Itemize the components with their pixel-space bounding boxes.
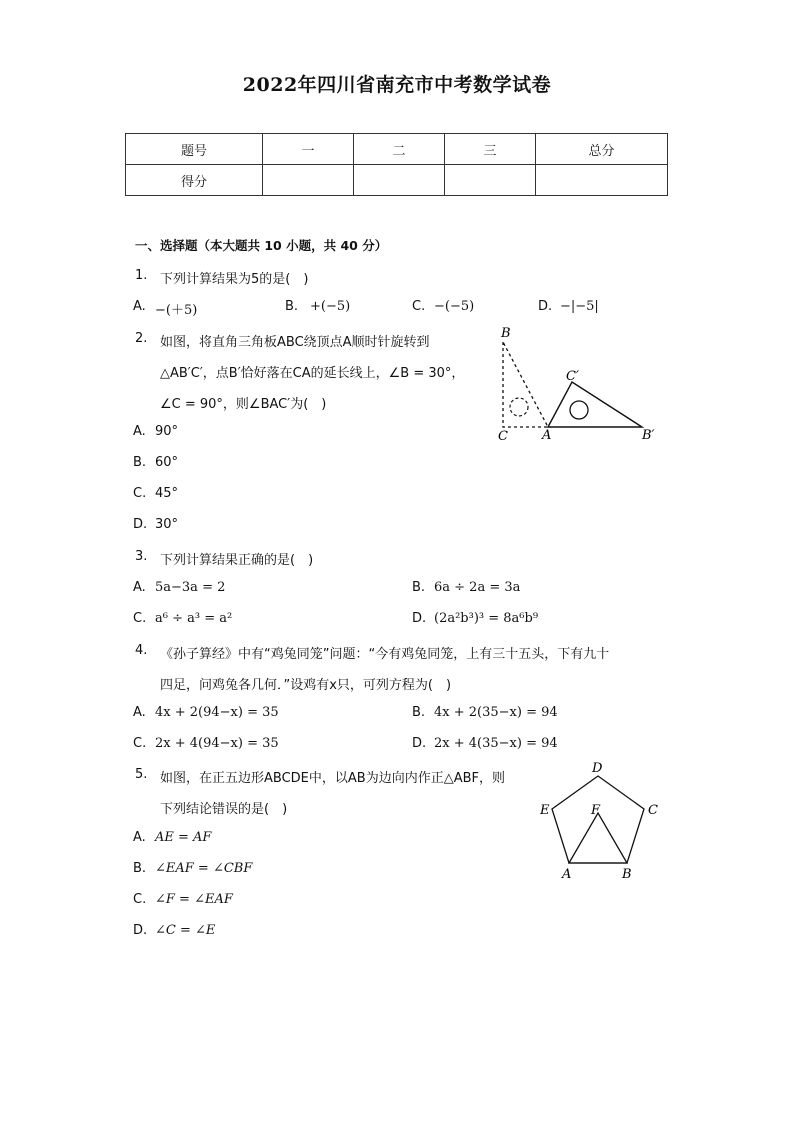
- option-text: 2x + 4(35−x) = 94: [434, 736, 558, 751]
- pentagon-figure: [535, 758, 665, 888]
- score-header-cell: 一: [263, 134, 354, 165]
- score-cell: [536, 165, 668, 196]
- exam-title: 2022年四川省南充市中考数学试卷: [242, 74, 552, 96]
- section-heading: 一、选择题（本大题共 10 小题，共 40 分）: [135, 238, 388, 253]
- option-text: 4x + 2(94−x) = 35: [155, 705, 279, 720]
- solid-circle: [570, 401, 588, 419]
- score-cell: [354, 165, 445, 196]
- option-text: (2a²b³)³ = 8a⁶b⁹: [434, 611, 539, 626]
- triangle-rotation-figure: [490, 322, 670, 447]
- option-text: 4x + 2(35−x) = 94: [434, 705, 558, 720]
- point-label-a: A: [562, 867, 572, 882]
- point-label-d: D: [592, 761, 603, 776]
- option-label: B.: [133, 861, 147, 876]
- question-stem: △AB′C′，点B′恰好落在CA的延长线上，∠B = 30°，: [160, 366, 465, 381]
- question-stem: 如图，将直角三角板ABC绕顶点A顺时针旋转到: [160, 335, 430, 350]
- original-triangle-abc: [503, 342, 548, 427]
- score-cell: [445, 165, 536, 196]
- question-stem: 下列计算结果正确的是( ): [160, 553, 314, 568]
- option-label: C.: [133, 486, 147, 501]
- point-label-b: B: [622, 867, 632, 882]
- option-text: 5a−3a = 2: [155, 580, 226, 595]
- option-label: A.: [133, 580, 146, 595]
- option-label: A.: [133, 705, 146, 720]
- option-label: D.: [412, 611, 427, 626]
- score-table-score-row: [126, 165, 668, 196]
- rotated-triangle-ab1c1: [548, 382, 642, 427]
- option-text: AE = AF: [155, 830, 212, 845]
- option-label: B.: [412, 705, 426, 720]
- option-text: ∠F = ∠EAF: [155, 892, 233, 907]
- option-text: 60°: [155, 455, 179, 470]
- score-cell: [263, 165, 354, 196]
- point-label-a: A: [542, 428, 552, 443]
- score-table-header-row: [126, 134, 668, 165]
- option-label: C.: [133, 611, 147, 626]
- option-text: a⁶ ÷ a³ = a²: [155, 611, 233, 626]
- option-label: A.: [133, 424, 146, 439]
- option-label: A.: [133, 830, 146, 845]
- score-table: [125, 133, 668, 196]
- point-label-e: E: [540, 803, 550, 818]
- question-number: 2.: [135, 331, 148, 346]
- question-number: 1.: [135, 268, 148, 283]
- question-stem: 下列计算结果为5的是( ): [160, 272, 309, 287]
- option-text: −(＋5): [155, 303, 198, 318]
- point-label-c: C: [648, 803, 658, 818]
- option-label: B.: [412, 580, 426, 595]
- point-label-b: B: [501, 326, 511, 341]
- pentagon-abcde: [552, 776, 644, 863]
- option-text: −|−5|: [560, 299, 599, 314]
- point-label-c: C: [498, 429, 508, 444]
- score-header-cell: 题号: [126, 134, 263, 165]
- score-header-cell: 三: [445, 134, 536, 165]
- option-text: 2x + 4(94−x) = 35: [155, 736, 279, 751]
- option-text: −(−5): [434, 299, 475, 314]
- question-stem: ∠C = 90°，则∠BAC′为( ): [160, 397, 327, 412]
- question-stem: 四足，问鸡兔各几何．”设鸡有x只，可列方程为( ): [160, 678, 452, 693]
- option-label: C.: [133, 892, 147, 907]
- option-text: +(−5): [310, 299, 351, 314]
- point-label-c-prime: C′: [566, 369, 579, 384]
- dashed-circle: [510, 398, 528, 416]
- option-text: ∠EAF = ∠CBF: [155, 861, 253, 876]
- score-header-cell: 二: [354, 134, 445, 165]
- option-text: 90°: [155, 424, 179, 439]
- option-label: A.: [133, 299, 146, 314]
- question-number: 4.: [135, 643, 148, 658]
- option-text: 6a ÷ 2a = 3a: [434, 580, 521, 595]
- option-label: B.: [285, 299, 299, 314]
- question-stem: 《孙子算经》中有“鸡兔同笼”问题：“今有鸡兔同笼，上有三十五头，下有九十: [160, 647, 610, 662]
- question-stem: 如图，在正五边形ABCDE中，以AB为边向内作正△ABF，则: [160, 771, 505, 786]
- option-label: D.: [412, 736, 427, 751]
- option-label: D.: [133, 923, 148, 938]
- question-number: 5.: [135, 767, 148, 782]
- option-label: D.: [133, 517, 148, 532]
- question-stem: 下列结论错误的是( ): [160, 802, 288, 817]
- option-text: ∠C = ∠E: [155, 923, 216, 938]
- question-number: 3.: [135, 549, 148, 564]
- option-label: D.: [538, 299, 553, 314]
- option-label: C.: [133, 736, 147, 751]
- equilateral-triangle-abf: [569, 813, 627, 863]
- score-header-cell: 总分: [536, 134, 668, 165]
- option-label: C.: [412, 299, 426, 314]
- score-row-label: 得分: [126, 165, 263, 196]
- point-label-f: F: [591, 803, 601, 818]
- point-label-b-prime: B′: [642, 428, 655, 443]
- option-text: 45°: [155, 486, 179, 501]
- option-text: 30°: [155, 517, 179, 532]
- option-label: B.: [133, 455, 147, 470]
